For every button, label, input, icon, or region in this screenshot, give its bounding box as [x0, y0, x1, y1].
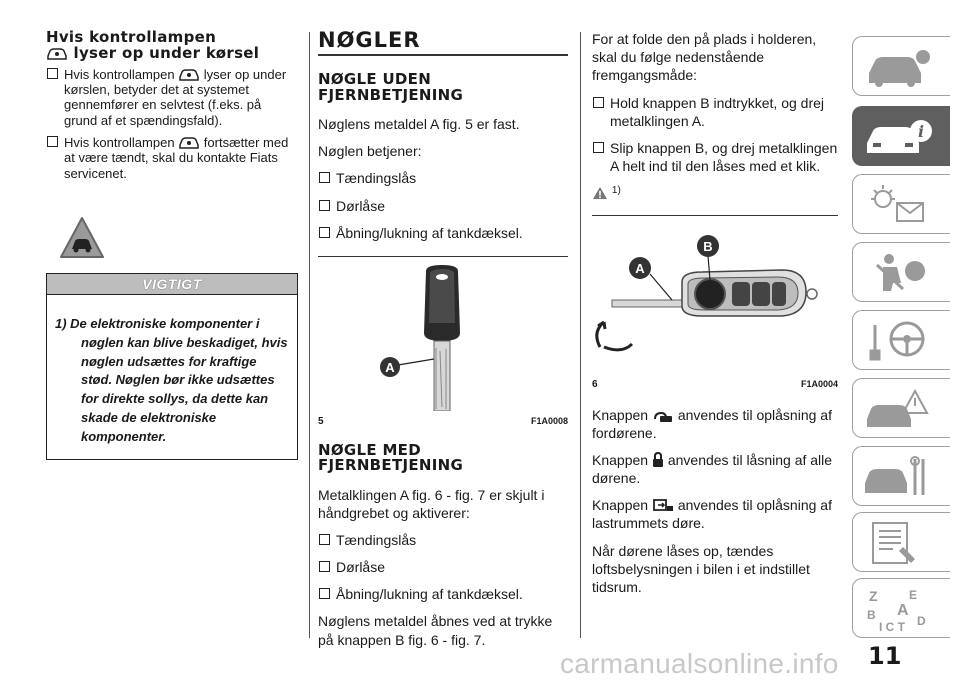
warning-lights-icon	[863, 181, 933, 229]
label-a: A	[635, 260, 645, 276]
figure-6	[592, 215, 838, 390]
list-item: Slip knappen B, og drej metalklingen A helt ind til den låses med et klik.	[592, 139, 838, 175]
list-item: Dørlåse	[318, 197, 568, 215]
sidebar-tab-getting-to-know[interactable]	[852, 106, 950, 166]
svg-text:Z: Z	[869, 588, 878, 604]
sidebar-tab-starting-driving[interactable]	[852, 310, 950, 370]
page-number: 11	[868, 642, 902, 670]
list-item: Hvis kontrollampen fortsætter med at være tændt, skal du kontakte Fiats servicenet.	[46, 134, 298, 181]
car-icon	[863, 43, 933, 91]
warning-text: 1) De elektroniske komponenter i nøglen kan blive beskadiget, hvis nøglen udsættes for kraftige stød. Nøglen bør ikke udsættes for direkte sollys, da dette kan skade de elektroniske komponenter.	[55, 315, 288, 444]
car-info-icon	[863, 113, 933, 161]
sidebar-tab-maintenance[interactable]	[852, 446, 950, 506]
svg-text:I C T: I C T	[879, 620, 905, 633]
notice-reference: 1)	[592, 184, 838, 202]
emergency-car-icon	[863, 385, 933, 433]
airbag-safety-icon	[863, 249, 933, 297]
trunk-unlock-icon	[652, 497, 674, 513]
sidebar-tab-safety[interactable]	[852, 242, 950, 302]
paragraph: Metalklingen A fig. 6 - fig. 7 er skjult i håndgrebet og aktiverer:	[318, 486, 545, 521]
paragraph: Nøglens metaldel A fig. 5 er fast.	[318, 116, 520, 132]
list-item: Tændingslås	[318, 531, 568, 549]
figure-caption: 6 F1A0004	[592, 378, 838, 390]
unlock-icon	[652, 407, 674, 423]
immobilizer-icon	[46, 45, 68, 61]
column-1	[46, 30, 298, 460]
svg-text:E: E	[909, 588, 918, 602]
alphabet-index-icon	[863, 585, 933, 633]
list-item: Åbning/lukning af tankdæksel.	[318, 585, 568, 603]
car-maintenance-icon	[863, 453, 933, 501]
watermark: carmanualsonline.info	[560, 648, 839, 679]
warning-triangle-icon	[58, 215, 106, 263]
label-b: B	[703, 238, 713, 254]
svg-text:A: A	[897, 602, 909, 619]
svg-text:i: i	[917, 122, 925, 141]
figure-5	[318, 256, 568, 427]
list-item: Tændingslås	[318, 169, 568, 187]
immobilizer-icon	[178, 134, 200, 150]
warning-box	[46, 295, 298, 460]
column-divider	[309, 32, 310, 638]
list-item: Åbning/lukning af tankdæksel.	[318, 224, 568, 242]
section-heading-remote: NØGLE MED FJERNBETJENING	[318, 440, 464, 475]
list-item: Hold knappen B indtrykket, og drej metalklingen A.	[592, 94, 838, 130]
paragraph: Knappen anvendes til oplåsning af fordørene.	[592, 406, 832, 441]
steering-key-icon	[863, 317, 933, 365]
technical-data-icon	[863, 519, 933, 567]
list-item: Hvis kontrollampen lyser op under kørslen, betyder det at systemet gennemfører en selvtest (f.eks. på grund af et spændingsfald).	[46, 66, 298, 128]
figure-caption: 5 F1A0008	[318, 415, 568, 427]
paragraph: Knappen anvendes til låsning af alle dørene.	[592, 451, 833, 487]
warning-icon	[592, 186, 608, 200]
list-item: Dørlåse	[318, 558, 568, 576]
heading-warning-light: Hvis kontrollampen lyser op under kørsel	[46, 28, 260, 63]
column-3	[592, 30, 838, 605]
sidebar-tab-car-overview[interactable]	[852, 36, 950, 96]
folding-key-illustration	[592, 222, 838, 372]
warning-title: VIGTIGT	[46, 273, 298, 295]
immobilizer-icon	[178, 66, 200, 82]
lock-icon	[652, 452, 664, 468]
sidebar-tab-technical-data[interactable]	[852, 512, 950, 572]
sidebar-tab-emergency[interactable]	[852, 378, 950, 438]
sidebar-tab-warning-lights[interactable]	[852, 174, 950, 234]
paragraph: For at folde den på plads i holderen, skal du følge nedenstående fremgangsmåde:	[592, 31, 817, 84]
sidebar-tab-index[interactable]	[852, 578, 950, 638]
column-2	[318, 30, 568, 658]
key-illustration	[318, 263, 568, 411]
paragraph: Nøglen betjener:	[318, 143, 422, 160]
svg-text:B: B	[867, 608, 876, 622]
paragraph: Knappen anvendes til oplåsning af lastrummets døre.	[592, 497, 832, 532]
label-a: A	[385, 359, 395, 375]
paragraph: Når dørene låses op, tændes loftsbelysningen i bilen i et indstillet tidsrum.	[592, 542, 810, 595]
page-title: NØGLER	[318, 30, 568, 56]
paragraph: Nøglens metaldel åbnes ved at trykke på knappen B fig. 6 - fig. 7.	[318, 613, 553, 648]
svg-text:D: D	[917, 614, 926, 628]
section-heading-no-remote: NØGLE UDEN FJERNBETJENING	[318, 70, 464, 104]
column-divider	[580, 32, 581, 638]
